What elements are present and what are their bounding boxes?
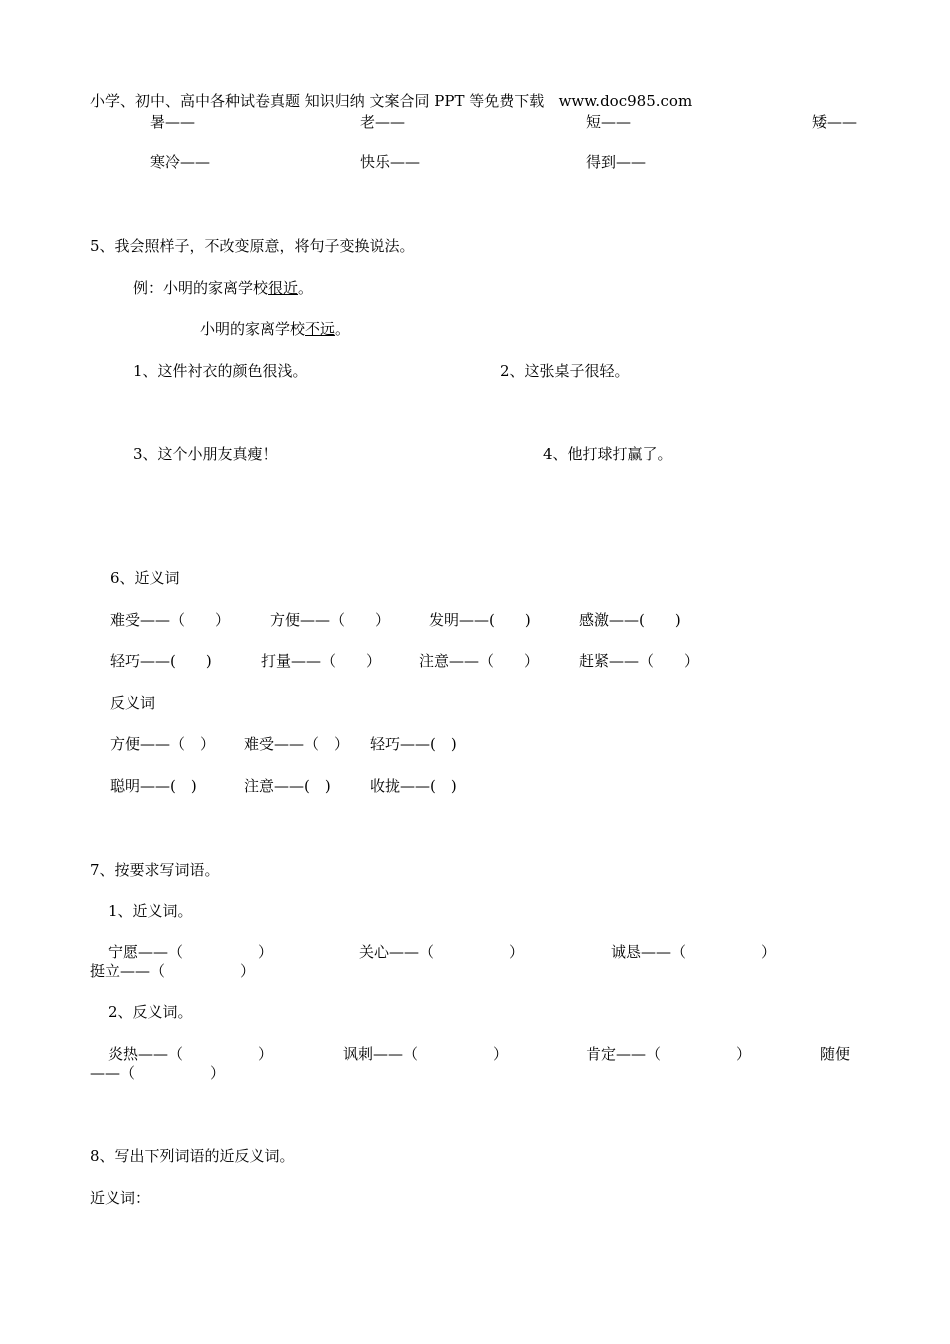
fill-item: 诚恳——（ ）	[611, 943, 777, 961]
fill-item: 关心——（ ）	[359, 943, 525, 961]
synonym-item: 赶紧——（ ）	[579, 652, 700, 670]
synonym-item: 方便——（ ）	[270, 611, 391, 629]
word-item: 暑——	[150, 113, 196, 131]
question-6-title: 6、近义词	[110, 569, 180, 587]
answer-prefix: 小明的家离学校	[200, 320, 306, 338]
fill-item: 挺立——（ ）	[90, 962, 256, 980]
subsection-title: 2、反义词。	[108, 1003, 193, 1021]
fill-item: 随便	[820, 1045, 851, 1063]
fill-item: 宁愿——（ ）	[108, 943, 274, 961]
page-header: 小学、初中、高中各种试卷真题 知识归纳 文案合同 PPT 等免费下载 www.doc985.com	[90, 92, 693, 110]
fill-item: 炎热——（ ）	[108, 1045, 274, 1063]
antonym-item: 轻巧——( )	[370, 735, 457, 753]
antonym-item: 注意——( )	[244, 777, 331, 795]
synonym-item: 难受——（ ）	[110, 611, 231, 629]
subsection-title: 1、近义词。	[108, 902, 193, 920]
example-answer	[200, 320, 350, 338]
antonym-title: 反义词	[110, 694, 156, 712]
synonym-item: 打量——（ ）	[261, 652, 382, 670]
question-8-title: 8、写出下列词语的近反义词。	[90, 1147, 295, 1165]
fill-item: 肯定——（ ）	[586, 1045, 752, 1063]
example-underlined: 很近	[268, 279, 299, 297]
question-7-title: 7、按要求写词语。	[90, 861, 220, 879]
example-sentence	[133, 279, 313, 297]
word-item: 矮——	[812, 113, 858, 131]
antonym-item: 方便——（ ）	[110, 735, 216, 753]
example-suffix: 。	[298, 279, 314, 297]
antonym-item: 聪明——( )	[110, 777, 197, 795]
antonym-item: 难受——（ ）	[244, 735, 350, 753]
sentence-item: 3、这个小朋友真瘦！	[133, 445, 278, 463]
word-item: 快乐——	[360, 153, 421, 171]
subsection-title: 近义词：	[90, 1189, 151, 1207]
word-item: 寒冷——	[150, 153, 211, 171]
sentence-item: 1、这件衬衣的颜色很浅。	[133, 362, 308, 380]
answer-suffix: 。	[335, 320, 351, 338]
synonym-item: 发明——( )	[429, 611, 531, 629]
answer-underlined: 不远	[305, 320, 336, 338]
word-item: 老——	[360, 113, 406, 131]
question-5-title: 5、我会照样子，不改变原意，将句子变换说法。	[90, 237, 415, 255]
synonym-item: 注意——（ ）	[419, 652, 540, 670]
word-item: 短——	[586, 113, 632, 131]
antonym-item: 收拢——( )	[370, 777, 457, 795]
sentence-item: 4、他打球打赢了。	[543, 445, 673, 463]
word-item: 得到——	[586, 153, 647, 171]
sentence-item: 2、这张桌子很轻。	[500, 362, 630, 380]
synonym-item: 感激——( )	[579, 611, 681, 629]
fill-item: ——（ ）	[90, 1064, 226, 1082]
example-prefix: 例：小明的家离学校	[133, 279, 269, 297]
synonym-item: 轻巧——( )	[110, 652, 212, 670]
fill-item: 讽刺——（ ）	[343, 1045, 509, 1063]
